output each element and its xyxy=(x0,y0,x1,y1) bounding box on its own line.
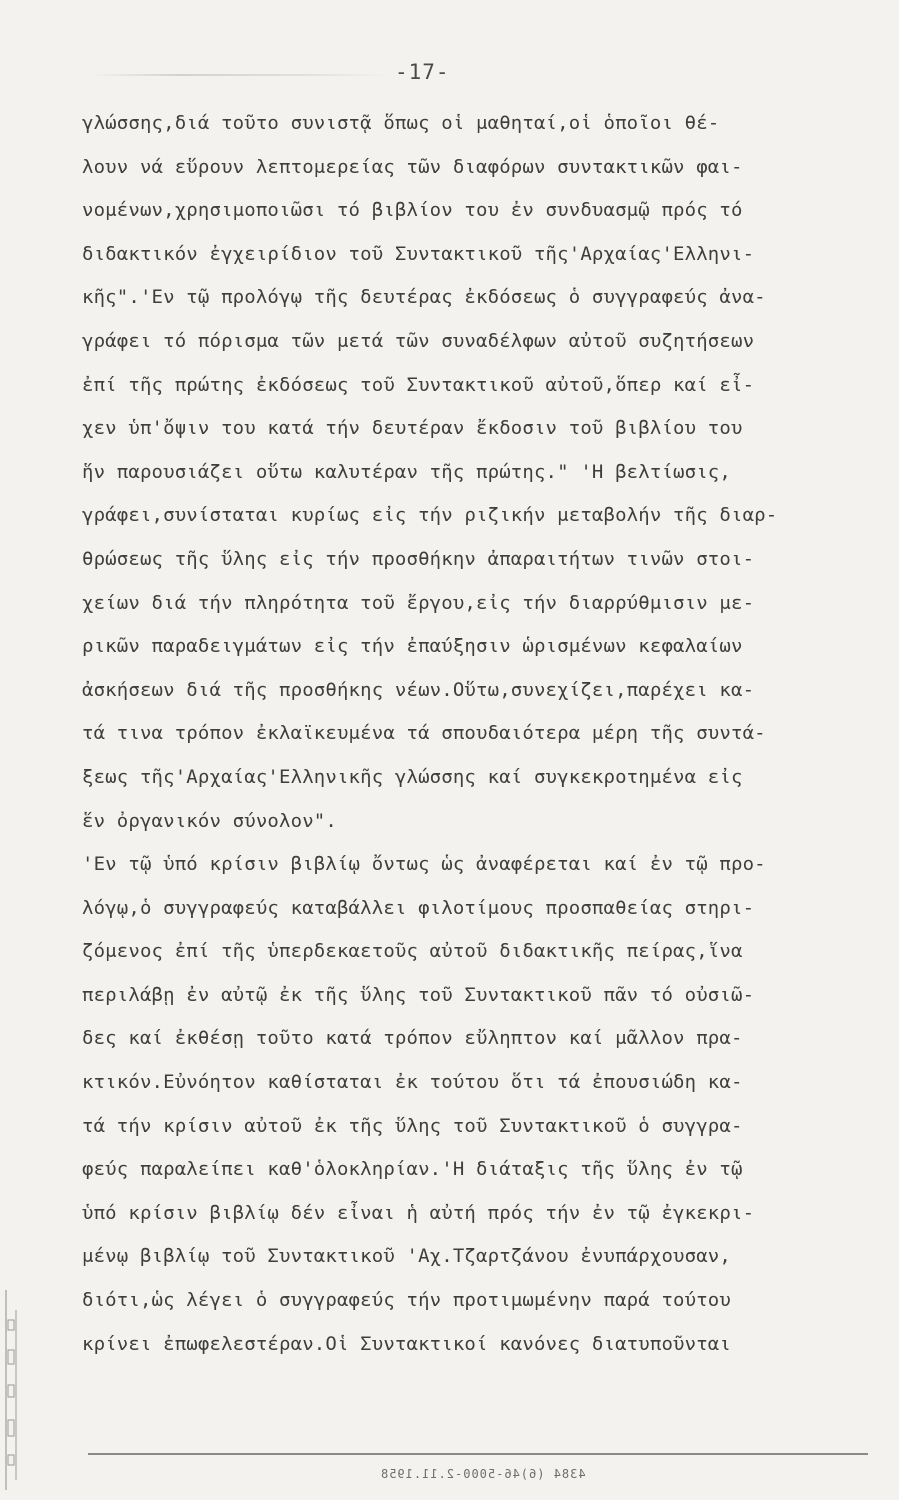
text-line: διδακτικόν ἐγχειρίδιον τοῦ Συντακτικοῦ τῆς'Αρχαίας'Ελληνι- xyxy=(82,242,755,265)
text-line: 'Εν τῷ ὑπό κρίσιν βιβλίῳ ὄντως ὡς ἀναφέρεται καί ἐν τῷ προ- xyxy=(82,853,766,876)
text-line: ἥν παρουσιάζει οὕτω καλυτέραν τῆς πρώτης." 'Η βελτίωσις, xyxy=(82,460,731,483)
text-line: κῆς".'Εν τῷ προλόγῳ τῆς δευτέρας ἐκδόσεως ὁ συγγραφεύς ἀνα- xyxy=(82,286,766,309)
margin-stamp-icon xyxy=(2,1290,20,1490)
text-line: φεύς παραλείπει καθ'ὁλοκληρίαν.'Η διάταξις τῆς ὕλης ἐν τῷ xyxy=(82,1158,743,1181)
text-line: ὑπό κρίσιν βιβλίῳ δέν εἶναι ἡ αὐτή πρός τήν ἐν τῷ ἐγκεκρι- xyxy=(82,1201,755,1224)
header-smudge xyxy=(90,74,390,76)
text-line: ζόμενος ἐπί τῆς ὑπερδεκαετοῦς αὐτοῦ διδακτικῆς πείρας,ἵνα xyxy=(82,940,743,963)
text-line: μένῳ βιβλίῳ τοῦ Συντακτικοῦ 'Αχ.Τζαρτζάνου ἐνυπάρχουσαν, xyxy=(82,1245,731,1268)
body-text xyxy=(82,102,882,1366)
text-line: διότι,ὡς λέγει ὁ συγγραφεύς τήν προτιμωμένην παρά τούτου xyxy=(82,1289,731,1312)
text-line: γράφει,συνίσταται κυρίως εἰς τήν ριζικήν μεταβολήν τῆς διαρ- xyxy=(82,504,778,527)
bottom-rule xyxy=(88,1453,868,1455)
text-line: ἐπί τῆς πρώτης ἐκδόσεως τοῦ Συντακτικοῦ αὐτοῦ,ὅπερ καί εἶ- xyxy=(82,373,755,396)
text-line: γλώσσης,διά τοῦτο συνιστᾷ ὅπως οἱ μαθηταί,οἱ ὁποῖοι θέ- xyxy=(82,112,720,134)
text-line: θρώσεως τῆς ὕλης εἰς τήν προσθήκην ἀπαραιτήτων τινῶν στοι- xyxy=(82,547,755,570)
text-line: λουν νά εὕρουν λεπτομερείας τῶν διαφόρων συντακτικῶν φαι- xyxy=(82,155,743,178)
text-line: κρίνει ἐπωφελεστέραν.Οἱ Συντακτικοί κανόνες διατυποῦνται xyxy=(82,1332,731,1355)
text-line: τά τήν κρίσιν αὐτοῦ ἐκ τῆς ὕλης τοῦ Συντακτικοῦ ὁ συγγρα- xyxy=(82,1114,743,1137)
text-line: γράφει τό πόρισμα τῶν μετά τῶν συναδέλφων αὐτοῦ συζητήσεων xyxy=(82,329,755,352)
text-line: ἕν ὀργανικόν σύνολον". xyxy=(82,809,337,832)
text-line: περιλάβῃ ἐν αὐτῷ ἐκ τῆς ὕλης τοῦ Συντακτικοῦ πᾶν τό οὐσιῶ- xyxy=(82,983,755,1006)
text-line: τά τινα τρόπον ἐκλαϊκευμένα τά σπουδαιότερα μέρη τῆς συντά- xyxy=(82,722,766,745)
text-line: δες καί ἐκθέσῃ τοῦτο κατά τρόπον εὔληπτον καί μᾶλλον πρα- xyxy=(82,1027,743,1050)
page-number: -17- xyxy=(395,60,450,84)
text-line: χείων διά τήν πληρότητα τοῦ ἔργου,εἰς τήν διαρρύθμισιν με- xyxy=(82,591,755,614)
printer-imprint: 4384 (6)46-5000-2.11.1958 xyxy=(380,1467,586,1481)
text-line: νομένων,χρησιμοποιῶσι τό βιβλίον του ἐν συνδυασμῷ πρός τό xyxy=(82,199,743,222)
text-line: κτικόν.Εὐνόητον καθίσταται ἐκ τούτου ὅτι τά ἐπουσιώδη κα- xyxy=(82,1071,743,1094)
text-line: χεν ὑπ'ὄψιν του κατά τήν δευτέραν ἔκδοσιν τοῦ βιβλίου του xyxy=(82,417,743,440)
text-line: ἀσκήσεων διά τῆς προσθήκης νέων.Οὕτω,συνεχίζει,παρέχει κα- xyxy=(82,678,755,701)
text-line: ρικῶν παραδειγμάτων εἰς τήν ἐπαύξησιν ὡρισμένων κεφαλαίων xyxy=(82,635,743,658)
text-line: λόγῳ,ὁ συγγραφεύς καταβάλλει φιλοτίμους προσπαθείας στηρι- xyxy=(82,896,755,919)
text-line: ξεως τῆς'Αρχαίας'Ελληνικῆς γλώσσης καί συγκεκροτημένα εἰς xyxy=(82,765,743,788)
